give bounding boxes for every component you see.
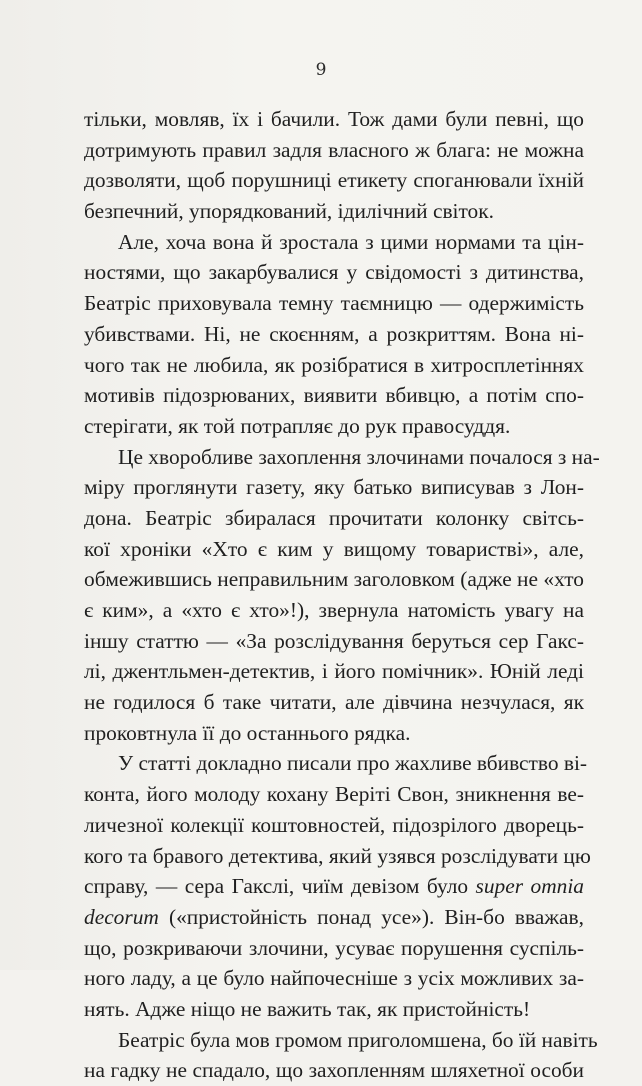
- italic-phrase: super omnia: [475, 874, 584, 899]
- text-line: тільки, мовляв, їх і бачили. Тож дами були певні, що: [84, 107, 584, 131]
- text-line: ностями, що закарбувалися у свідомості з дитинства,: [84, 260, 584, 285]
- text-line: дона. Беатріс збиралася прочитати колонку світсь-: [84, 505, 584, 530]
- text-line: дотримують правил задля власного ж блага: не можна: [84, 137, 584, 162]
- text-line: ного ладу, а це було найпочесніше з усіх можливих за-: [84, 966, 584, 991]
- text-line: Це хворобливе захоплення злочинами почалося з на-: [118, 444, 600, 469]
- text-line: Але, хоча вона й зростала з цими нормами та цін-: [118, 229, 584, 254]
- text-line: є ким», а «хто є хто»!), звернула натомість увагу на: [84, 598, 584, 622]
- text-line: Беатріс приховувала темну таємницю — одержимість: [84, 291, 584, 316]
- text-line: проковтнула її до останнього рядка.: [84, 720, 411, 745]
- text-line: на гадку не спадало, що захопленням шляхетної особи: [84, 1058, 584, 1083]
- text-line: дозволяти, щоб порушниці етикету споганювали їхній: [84, 168, 584, 193]
- italic-phrase: decorum: [84, 904, 159, 929]
- text-line: не годилося б таке читати, але дівчина незчулася, як: [84, 690, 584, 715]
- text-line: кого та бравого детектива, який узявся розслідувати цю: [84, 843, 591, 868]
- text-line: безпечний, упорядкований, ідилічний світок.: [84, 199, 494, 224]
- body-text: [84, 104, 600, 1086]
- text-line: конта, його молоду кохану Веріті Свон, зникнення ве-: [84, 782, 584, 807]
- text-line: міру проглянути газету, яку батько виписував з Лон-: [84, 475, 584, 500]
- text-line: іншу статтю — «За розслідування беруться сер Гакс-: [84, 628, 584, 653]
- text-line: мотивів підозрюваних, виявити вбивцю, а потім спо-: [84, 383, 584, 408]
- page-number: 9: [315, 60, 327, 80]
- text-line: личезної колекції коштовностей, підозрілого дворець-: [84, 812, 584, 837]
- text-line: убивствами. Ні, не скоєнням, а розкриттям. Вона ні-: [84, 321, 584, 346]
- text-line: Беатріс була мов громом приголомшена, бо їй навіть: [118, 1027, 598, 1052]
- text-line: кої хроніки «Хто є ким у вищому товаристві», але,: [84, 536, 584, 561]
- text-line: стерігати, як той потрапляє до рук правосуддя.: [84, 413, 511, 438]
- text-line: У статті докладно писали про жахливе вбивство ві-: [118, 751, 588, 776]
- text-line: лі, джентльмен-детектив, і його помічник». Юній леді: [84, 659, 584, 684]
- text-line: обмежившись неправильним заголовком (адже не «хто: [84, 567, 584, 592]
- text-line: справу, — сера Гакслі, чиїм девізом було super omnia: [84, 874, 584, 899]
- text-line: чого так не любила, як розібратися в хитросплетіннях: [84, 352, 584, 377]
- text-line: decorum («пристойність понад усе»). Він-бо вважав,: [84, 904, 584, 929]
- text-line: нять. Адже ніщо не важить так, як пристойність!: [84, 996, 531, 1021]
- text-line: що, розкриваючи злочини, усуває порушення суспіль-: [84, 935, 584, 960]
